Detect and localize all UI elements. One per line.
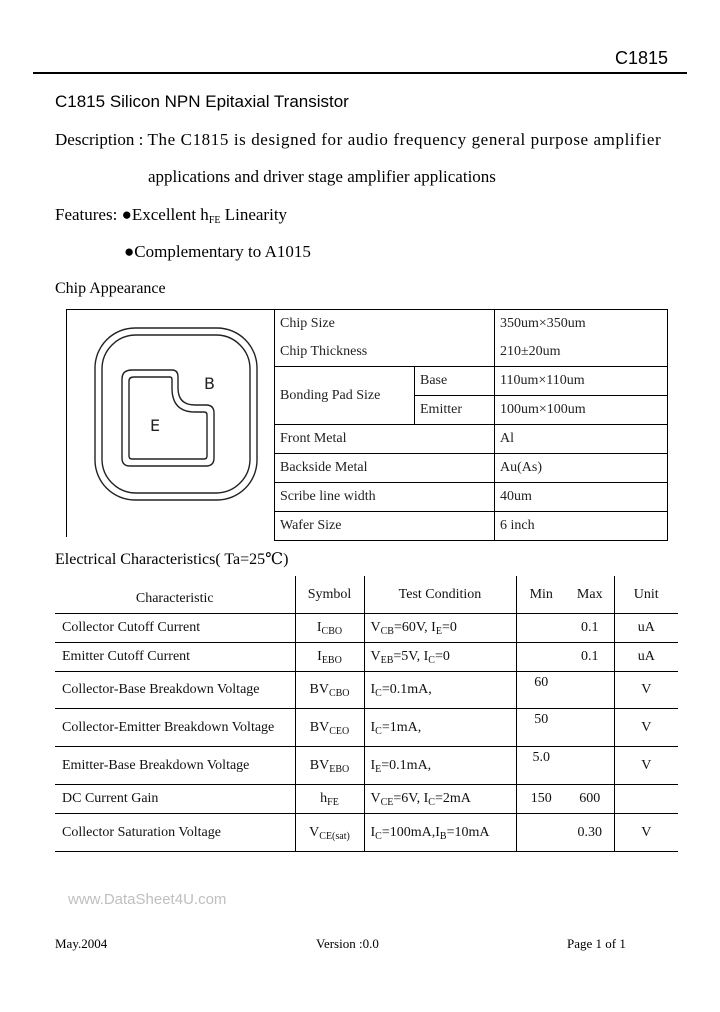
max-cell: 0.30: [566, 814, 614, 852]
max-cell: [566, 672, 614, 709]
table-row: [275, 425, 668, 454]
description-line-1: [55, 130, 661, 150]
unit-cell: [614, 785, 678, 814]
emitter-pad-label: E: [150, 416, 161, 435]
chip-size-label: Chip Size: [275, 310, 495, 339]
document-code: C1815: [614, 48, 668, 68]
table-row: [55, 709, 678, 747]
feature-1-text: Excellent $h_{FE}$ Linearity: [131, 205, 288, 226]
table-row: [275, 310, 668, 339]
unit-cell: V: [614, 709, 678, 747]
base-pad-label: B: [204, 374, 215, 393]
table-row: [55, 614, 678, 643]
table-header-row: [55, 576, 678, 614]
pad-emitter-value: 100um×100um: [495, 396, 668, 425]
chip-outer-outline: [95, 328, 257, 500]
max-cell: 0.1: [566, 643, 614, 672]
description-line-2: applications and driver stage amplifier applications: [148, 167, 496, 186]
scribe-line-label: Scribe line width: [275, 483, 495, 512]
table-row: [275, 338, 668, 367]
table-row: [55, 814, 678, 852]
unit-cell: uA: [614, 643, 678, 672]
chip-inner-outline: [102, 335, 250, 493]
pad-emitter-label: Emitter: [415, 396, 495, 425]
table-row: [55, 747, 678, 785]
unit-cell: V: [614, 747, 678, 785]
bullet-icon: ●: [121, 205, 132, 224]
characteristic-cell: DC Current Gain: [55, 785, 295, 814]
table-row: [55, 672, 678, 709]
chip-spec-table: [274, 309, 668, 541]
chip-size-value: 350um×350um: [495, 310, 668, 339]
chip-layout-diagram: [92, 325, 262, 505]
electrical-heading: Electrical Characteristics( Ta=25℃): [55, 551, 289, 568]
header-symbol: Symbol: [295, 576, 364, 614]
feature-2-text: Complementary to A1015: [134, 242, 311, 261]
header-characteristic: Characteristic: [55, 576, 295, 614]
min-cell: 60: [516, 672, 566, 709]
header-max: Max: [566, 576, 614, 614]
characteristic-cell: Emitter-Base Breakdown Voltage: [55, 747, 295, 785]
min-cell: 5.0: [516, 747, 566, 785]
backside-metal-label: Backside Metal: [275, 454, 495, 483]
front-metal-label: Front Metal: [275, 425, 495, 454]
min-cell: 50: [516, 709, 566, 747]
table-row: [275, 367, 668, 396]
characteristic-cell: Collector Cutoff Current: [55, 614, 295, 643]
header-rule: [33, 72, 687, 74]
condition-cell: $I_C=0.1mA$,: [364, 672, 516, 709]
characteristic-cell: Collector Saturation Voltage: [55, 814, 295, 852]
electrical-table: [55, 576, 678, 852]
max-cell: [566, 747, 614, 785]
table-row: [275, 483, 668, 512]
chip-appearance-heading: Chip Appearance: [55, 280, 166, 297]
header-min: Min: [516, 576, 566, 614]
header-unit: Unit: [614, 576, 678, 614]
table-row: [55, 785, 678, 814]
condition-cell: $V_{CB}=60V$, $I_E=0$: [364, 614, 516, 643]
symbol-cell: $I_{EBO}$: [295, 643, 364, 672]
characteristic-cell: Emitter Cutoff Current: [55, 643, 295, 672]
header-condition: Test Condition: [364, 576, 516, 614]
pad-base-value: 110um×110um: [495, 367, 668, 396]
backside-metal-value: Au(As): [495, 454, 668, 483]
features-label: Features:: [55, 205, 118, 224]
symbol-cell: $h_{FE}$: [295, 785, 364, 814]
characteristic-cell: Collector-Emitter Breakdown Voltage: [55, 709, 295, 747]
collector-pad-inner: [129, 377, 207, 459]
max-cell: 600: [566, 785, 614, 814]
unit-cell: V: [614, 814, 678, 852]
features-line-1: [55, 205, 287, 225]
unit-cell: V: [614, 672, 678, 709]
symbol-cell: $BV_{CEO}$: [295, 709, 364, 747]
condition-cell: $I_C=1mA$,: [364, 709, 516, 747]
characteristic-cell: Collector-Base Breakdown Voltage: [55, 672, 295, 709]
footer-page: Page 1 of 1: [567, 936, 626, 951]
footer-date: May.2004: [55, 936, 108, 951]
watermark: www.DataSheet4U.com: [68, 891, 227, 908]
max-cell: [566, 709, 614, 747]
chip-thickness-label: Chip Thickness: [275, 338, 495, 367]
wafer-size-label: Wafer Size: [275, 512, 495, 541]
description-label: Description :: [55, 130, 144, 149]
features-line-2: [124, 242, 311, 262]
symbol-cell: $V_{CE(sat)}$: [295, 814, 364, 852]
wafer-size-value: 6 inch: [495, 512, 668, 541]
unit-cell: uA: [614, 614, 678, 643]
condition-cell: $I_E=0.1mA$,: [364, 747, 516, 785]
symbol-cell: $I_{CBO}$: [295, 614, 364, 643]
chip-thickness-value: 210±20um: [495, 338, 668, 367]
document-title: C1815 Silicon NPN Epitaxial Transistor: [55, 92, 349, 111]
symbol-cell: $BV_{EBO}$: [295, 747, 364, 785]
footer-version: Version :0.0: [316, 936, 379, 951]
bonding-pad-label: Bonding Pad Size: [275, 367, 415, 425]
min-cell: [516, 814, 566, 852]
description-text-1: The C1815 is designed for audio frequency general purpose amplifier: [147, 130, 662, 149]
max-cell: 0.1: [566, 614, 614, 643]
symbol-cell: $BV_{CBO}$: [295, 672, 364, 709]
bullet-icon: ●: [124, 242, 135, 261]
front-metal-value: Al: [495, 425, 668, 454]
collector-pad-outer: [122, 370, 214, 466]
pad-base-label: Base: [415, 367, 495, 396]
table-row: [275, 512, 668, 541]
scribe-line-value: 40um: [495, 483, 668, 512]
min-cell: [516, 614, 566, 643]
table-row: [55, 643, 678, 672]
condition-cell: $V_{EB}=5V$, $I_C=0$: [364, 643, 516, 672]
min-cell: 150: [516, 785, 566, 814]
min-cell: [516, 643, 566, 672]
table-row: [275, 454, 668, 483]
condition-cell: $V_{CE}=6V$, $I_C=2mA$: [364, 785, 516, 814]
condition-cell: $I_C=100mA,I_B=10mA$: [364, 814, 516, 852]
